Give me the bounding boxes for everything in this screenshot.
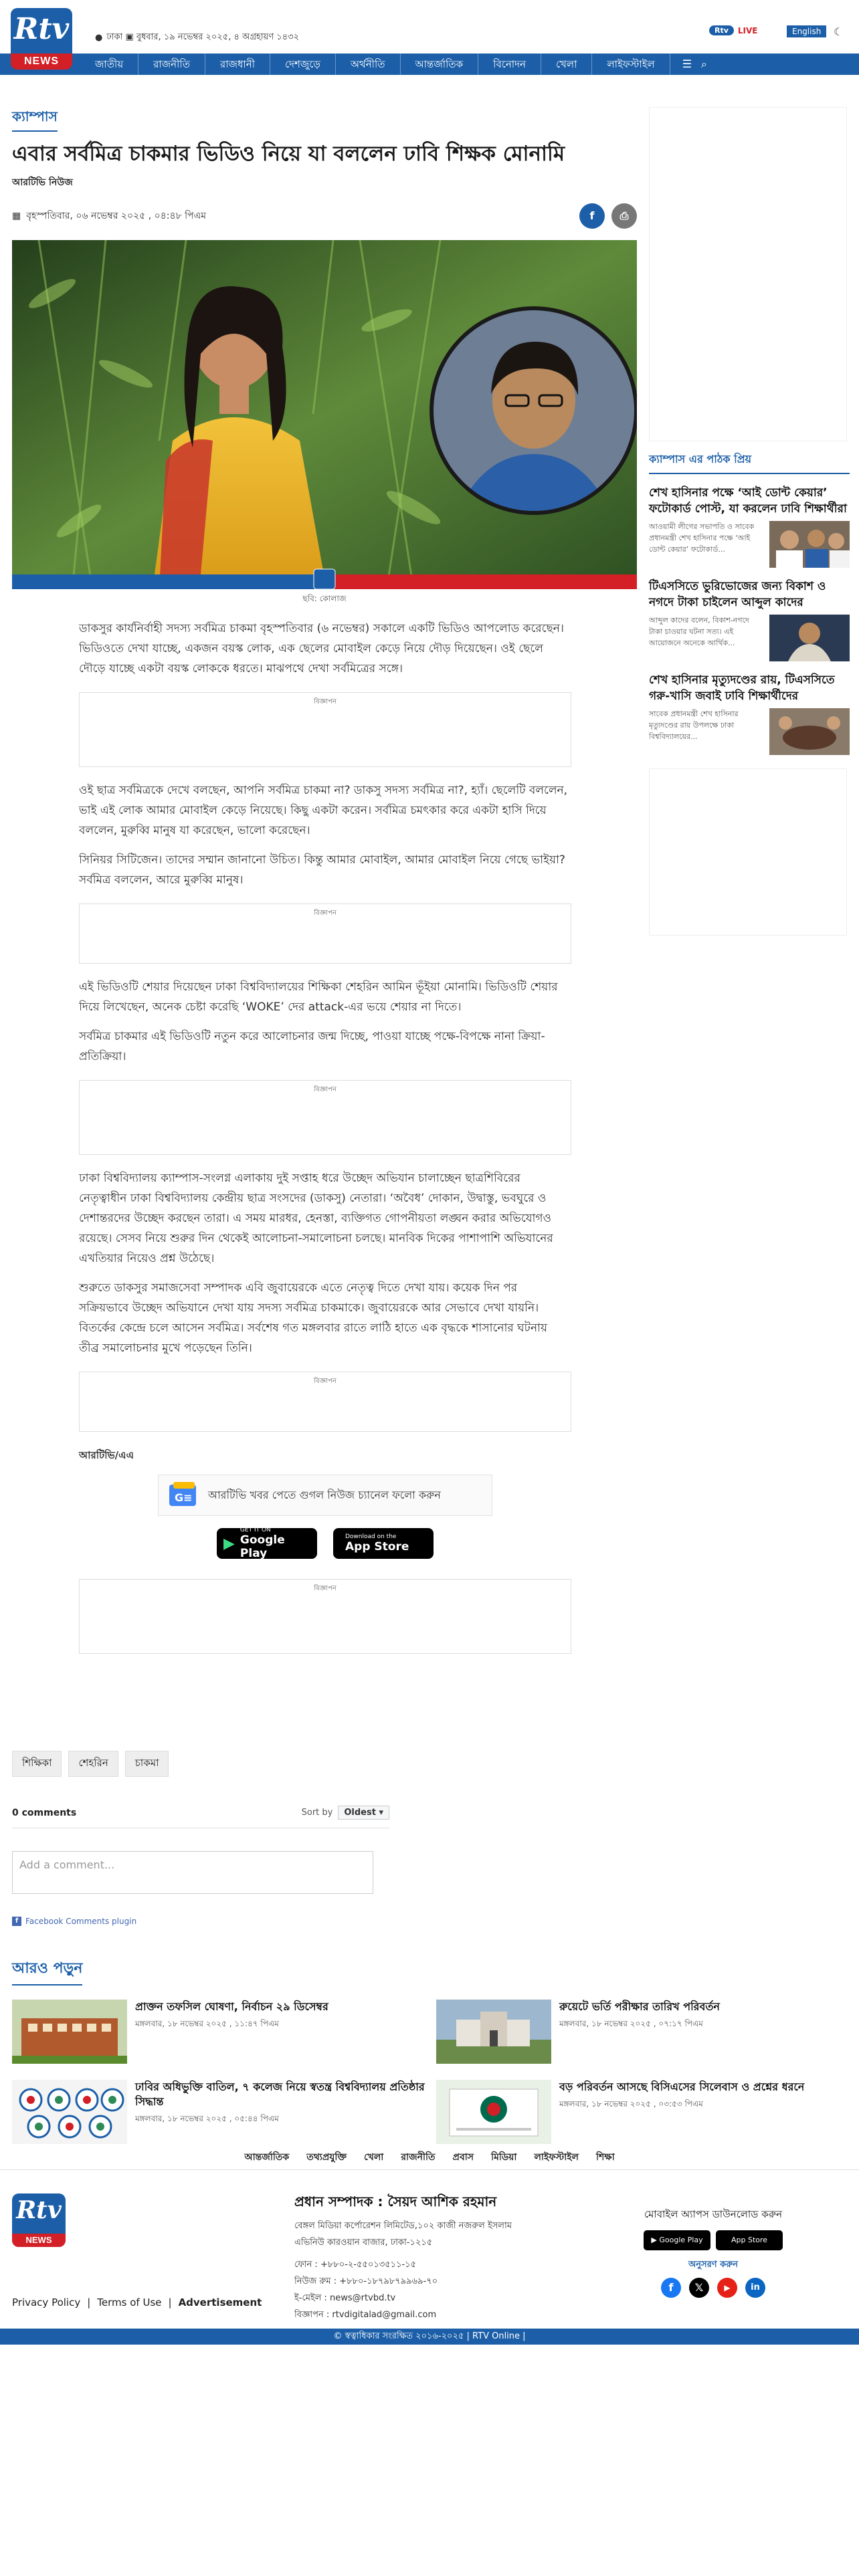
sort-value: Oldest	[344, 1808, 376, 1818]
nav-item-national[interactable]: জাতীয়	[80, 53, 138, 75]
article-paragraph: সিনিয়র সিটিজেন। তাদের সম্মান জানানো উচিত। কিন্তু আমার মোবাইল, আমার মোবাইল নিয়ে গেছে ভাইয়া? সর্বমিত্র বললেন, আরে মুরুব্বি মানুষ।	[79, 853, 565, 887]
article-column	[12, 107, 637, 1667]
footer-google-play-text: Google Play	[659, 2236, 703, 2244]
dark-mode-toggle-icon[interactable]: ☾	[834, 25, 844, 38]
footer-app-store-badge[interactable]	[716, 2230, 783, 2250]
app-store-badge[interactable]	[333, 1528, 434, 1559]
article-paragraph: শুরুতে ডাকসুর সমাজসেবা সম্পাদক এবি জুবায়েরকে এতে নেতৃত্ব দিতে দেখা যায়। কয়েক দিন পর সক্রিয়ভাবে উচ্ছেদ অভিযানে দেখা যায় সদস্য সর্বমিত্র চাকমাকে। জুবায়েরকে আর সেভাবে দেখা যায়নি। বিতর্কের কেন্দ্রে চলে আসেন সর্বমিত্র। সর্বশেষ গত মঙ্গলবার রাতে লাঠি হাতে এক বৃদ্ধকে শাসানোর ঘটনায় তীব্র সমালোচনার মুখে পড়েছেন তিনি।	[79, 1281, 548, 1355]
sidebar-news-desc: আওয়ামী লীগের সভাপতি ও সাবেক প্রধানমন্ত্রী শেখ হাসিনার পক্ষে ‘আই ডোন্ট কেয়ার’ ফটোকার্ড...	[649, 522, 755, 554]
article-paragraph: এই ভিডিওটি শেয়ার দিয়েছেন ঢাকা বিশ্ববিদ্যালয়ের শিক্ষিকা শেহরিন আমিন ভূঁইয়া মোনামি। ভিডিওটি শেয়ার দিয়ে লিখেছেন, অনেক চেষ্টা করেছি ‘WOKE’ দের attack-এর ভয়ে শেয়ার না দিতে।	[79, 980, 558, 1014]
ad-label: বিজ্ঞাপন	[314, 698, 337, 706]
footer-logo-news: NEWS	[12, 2234, 66, 2247]
sidebar-news-thumbnail	[769, 521, 850, 568]
tag-item[interactable]: শেহরিন	[68, 1751, 118, 1777]
footer-ads-contact: বিজ্ঞাপন : rtvdigitalad@gmail.com	[294, 2310, 437, 2320]
footer-sep: |	[87, 2296, 91, 2309]
facebook-share-icon[interactable]: f	[579, 203, 605, 229]
publish-date	[12, 208, 206, 224]
sidebar-news-item[interactable]	[649, 485, 850, 568]
more-news-card[interactable]	[12, 2080, 427, 2144]
more-news-thumbnail	[12, 2000, 127, 2064]
nav-item-entertainment[interactable]: বিনোদন	[478, 53, 541, 75]
more-news-section	[12, 1957, 847, 1985]
more-news-title: বড় পরিবর্তন আসছে বিসিএসের সিলেবাস ও প্রশ্নের ধরনে	[559, 2080, 805, 2093]
ad-slot[interactable]	[79, 1080, 571, 1155]
publish-date-text: বৃহস্পতিবার, ০৬ নভেম্বর ২০২৫ , ০৪:৪৮ পিএম	[26, 211, 207, 221]
article-body	[12, 619, 637, 1654]
sidebar-news-desc: আব্দুল কাদের বলেন, বিকাশ-নগদে টাকা চাওয়ার ঘটনা সত্য। এই আয়োজনে অনেকে আর্থিক...	[649, 616, 749, 647]
more-news-heading: আরও পড়ুন	[12, 1957, 82, 1985]
sidebar-news-title: শেখ হাসিনার মৃত্যুদণ্ডের রায়, টিএসসিতে গরু-খাসি জবাই ঢাবি শিক্ষার্থীদের	[649, 673, 835, 703]
ad-label: বিজ্ঞাপন	[314, 909, 337, 917]
footer-divider	[0, 2169, 859, 2170]
footer-nav-item[interactable]: প্রবাস	[452, 2152, 474, 2163]
image-caption: ছবি: কোলাজ	[302, 594, 347, 603]
sidebar-news-title: শেখ হাসিনার পক্ষে ‘আই ডোন্ট কেয়ার’ ফটোকার্ড পোস্ট, যা করলেন ঢাবি শিক্ষার্থীরা	[649, 486, 847, 516]
comment-input[interactable]	[12, 1851, 373, 1894]
share-buttons	[579, 203, 637, 229]
facebook-comments	[12, 1806, 389, 1926]
footer-address-2: এভিনিউ কারওয়ান বাজার, ঢাকা-১২১৫	[294, 2238, 433, 2248]
footer-google-play-badge[interactable]: ▶ Google Play	[644, 2230, 710, 2250]
comment-placeholder: Add a comment...	[19, 1858, 115, 1871]
more-news-title: প্রাক্তন তফসিল ঘোষণা, নির্বাচন ২৯ ডিসেম্বর	[135, 2000, 328, 2013]
sidebar-news-thumbnail	[769, 708, 850, 755]
article-paragraph: ঢাকা বিশ্ববিদ্যালয় ক্যাম্পাস-সংলগ্ন এলাকায় দুই সপ্তাহ ধরে উচ্ছেদ অভিযান চালাচ্ছেন ছাত্রশিবিরের নেতৃত্বাধীন ঢাকা বিশ্ববিদ্যালয় কেন্দ্রীয় ছাত্র সংসদের (ডাকসু) নেতারা। ‘অবৈধ’ দোকান, উদ্বাস্তু, ভবঘুরে ও দেশান্তরদের উচ্ছেদ করছেন তারা। এ সময় মারধর, হেনস্তা, ব্যক্তিগত গোপনীয়তা লঙ্ঘন করার অভিযোগও রয়েছে। সেসব নিয়ে শুরুর দিন থেকেই আলোচনা-সমালোচনা চলছে। মানবিক দিকের পাশাপাশি অভিযানের এখতিয়ার নিয়েও প্রশ্ন উঠেছে।	[79, 1172, 553, 1265]
nav-item-lifestyle[interactable]: লাইফস্টাইল	[592, 53, 670, 75]
nav-item-international[interactable]: আন্তর্জাতিক	[401, 53, 479, 75]
google-news-text: আরটিভি খবর পেতে গুগল নিউজ চ্যানেল ফলো করুন	[208, 1488, 441, 1501]
footer-nav-item[interactable]: রাজনীতি	[401, 2152, 436, 2163]
google-play-badge[interactable]	[217, 1528, 317, 1559]
footer-sep: |	[168, 2296, 172, 2309]
article-hero-image	[12, 240, 637, 589]
tag-item[interactable]: শিক্ষিকা	[12, 1751, 62, 1777]
app-store-small: Download on the	[345, 1533, 397, 1540]
footer-nav-item[interactable]: শিক্ষা	[595, 2152, 615, 2163]
terms-link[interactable]: Terms of Use	[97, 2296, 162, 2309]
hero-collage-illustration	[12, 240, 637, 589]
article-category[interactable]: ক্যাম্পাস	[12, 107, 58, 132]
google-play-small: GET IT ON	[240, 1527, 271, 1533]
ad-label: বিজ্ঞাপন	[314, 1585, 337, 1592]
nav-item-politics[interactable]: রাজনীতি	[138, 53, 205, 75]
footer-nav-item[interactable]: আন্তর্জাতিক	[244, 2152, 290, 2163]
copyright-text: © স্বত্বাধিকার সংরক্ষিত ২০১৬-২০২৫ | RTV Online |	[333, 2331, 526, 2341]
site-logo[interactable]	[11, 8, 72, 70]
calendar-icon: ▦	[12, 211, 21, 221]
sidebar-news-item[interactable]	[649, 672, 850, 755]
sidebar-news-thumbnail	[769, 615, 850, 661]
app-store-big: App Store	[345, 1540, 409, 1553]
footer-nav-item[interactable]: তথ্যপ্রযুক্তি	[306, 2152, 347, 2163]
ad-slot[interactable]	[79, 692, 571, 767]
top-header	[0, 0, 859, 48]
nav-item-economy[interactable]: অর্থনীতি	[336, 53, 401, 75]
logo-news-text: NEWS	[11, 53, 72, 70]
footer-nav-item[interactable]: খেলা	[363, 2152, 384, 2163]
google-play-big: Google Play	[240, 1533, 285, 1560]
app-badges	[217, 1528, 637, 1559]
more-news-title: রুয়েটে ভর্তি পরীক্ষার তারিখ পরিবর্তন	[559, 2000, 720, 2013]
article-paragraph: সর্বমিত্র চাকমার এই ভিডিওটি নতুন করে আলোচনার জন্ম দিচ্ছে, পাওয়া যাচ্ছে পক্ষে-বিপক্ষে নানা ক্রিয়া-প্রতিক্রিয়া।	[79, 1030, 545, 1063]
privacy-policy-link[interactable]: Privacy Policy	[12, 2296, 81, 2309]
google-play-icon: ▶	[223, 1535, 235, 1552]
footer-phone: ফোন : +৮৮০-২-৫৫০১৩৫১১-১৫	[294, 2260, 417, 2270]
article-meta-row	[12, 204, 637, 228]
follow-heading: অনুসরণ করুন	[688, 2260, 738, 2270]
article-paragraph: ডাকসুর কার্যনির্বাহী সদস্য সর্বমিত্র চাকমা বৃহস্পতিবার (৬ নভেম্বর) সকালে একটি ভিডিও আপলোড করেছেন। ভিডিওতে দেখা যাচ্ছে, একজন বয়স্ক লোক, এক ছেলের মোবাইল কেড়ে নিয়ে দৌড় দিয়েছেন। ওই ছেলে দৌড়ে যাচ্ছে একটা বয়স্ক লোককে ধরতে। মাঝপথে দেখা সর্বমিত্রের সঙ্গে।	[79, 622, 564, 675]
more-news-date: মঙ্গলবার, ১৮ নভেম্বর ২০২৫ , ০৩:৫৩ পিএম	[559, 2099, 703, 2109]
more-news-date: মঙ্গলবার, ১৮ নভেম্বর ২০২৫ , ০৭:১৭ পিএম	[559, 2019, 703, 2028]
ad-label: বিজ্ঞাপন	[314, 1378, 337, 1385]
more-news-card[interactable]	[436, 2080, 851, 2144]
more-news-thumbnail	[436, 2000, 551, 2064]
tag-item[interactable]: চাকমা	[125, 1751, 169, 1777]
more-news-thumbnail	[12, 2080, 127, 2144]
sidebar-news-desc: সাবেক প্রধানমন্ত্রী শেখ হাসিনার মৃত্যুদণ্ডের রায় উপলক্ষে ঢাকা বিশ্ববিদ্যালয়ের...	[649, 710, 739, 741]
byline-end: আরটিভি/এএ	[79, 1449, 134, 1461]
dateline	[95, 31, 299, 45]
footer-logo-rtv: Rtv	[16, 2196, 62, 2224]
copyright-bar	[0, 2329, 859, 2345]
more-news-card[interactable]	[12, 2000, 427, 2064]
sidebar-ad-slot[interactable]	[649, 768, 847, 936]
footer-nav-item[interactable]: লাইফস্টাইল	[534, 2152, 579, 2163]
site-footer	[0, 2187, 859, 2327]
ad-slot[interactable]	[79, 903, 571, 964]
print-icon[interactable]: ⎙	[611, 203, 637, 229]
nav-item-capital[interactable]: রাজধানী	[205, 53, 270, 75]
footer-app-store-text: App Store	[731, 2236, 768, 2244]
footer-address-1: বেঙ্গল মিডিয়া কর্পোরেশন লিমিটেড,১০২ কাজী নজরুল ইসলাম	[294, 2221, 512, 2231]
more-news-date: মঙ্গলবার, ১৮ নভেম্বর ২০২৫ , ১১:৪৭ পিএম	[135, 2019, 279, 2028]
advertisement-link[interactable]: Advertisement	[178, 2296, 262, 2309]
footer-nav	[0, 2149, 859, 2165]
more-news-title: ঢাবির অধিভুক্তি বাতিল, ৭ কলেজ নিয়ে স্বতন্ত্র বিশ্ববিদ্যালয় প্রতিষ্ঠার সিদ্ধান্ত	[135, 2080, 425, 2108]
article-author: আরটিভি নিউজ	[12, 177, 73, 188]
google-news-follow[interactable]	[158, 1475, 492, 1516]
menu-icon[interactable]: ☰	[682, 58, 692, 70]
facebook-plugin-icon: f	[12, 1917, 21, 1926]
sort-select[interactable]: Oldest ▾	[338, 1806, 389, 1820]
sidebar-news-item[interactable]	[649, 578, 850, 661]
footer-newsroom: নিউজ রুম : +৮৮০-১৮৭৯৮৭৯৯৬৯-৭০	[294, 2276, 438, 2286]
article-paragraph: ওই ছাত্র সর্বমিত্রকে দেখে বলছেন, আপনি সর্বমিত্র চাকমা না? ডাকসু সদস্য সর্বমিত্র না?, হ্যাঁ। ছেলেটি বললেন, ভাই এই লোক আমার মোবাইল কেড়ে নিয়েছে। কিছু একটা করেন। সর্বমিত্র চমৎকার করে একটা হাসি দিয়ে বললেন, মুরুব্বি মানুষ যা করেছেন, ভালো করেছেন।	[79, 784, 568, 837]
more-news-card[interactable]	[436, 2000, 851, 2064]
english-version-button[interactable]: English	[787, 25, 826, 37]
comment-count: 0 comments	[12, 1807, 77, 1818]
nav-item-sports[interactable]: খেলা	[541, 53, 592, 75]
sidebar-ad-slot[interactable]	[649, 107, 847, 441]
live-badge: Rtv	[709, 25, 734, 35]
ad-slot[interactable]	[79, 1372, 571, 1432]
footer-logo[interactable]	[12, 2193, 66, 2247]
footer-nav-item[interactable]: মিডিয়া	[491, 2152, 517, 2163]
footer-editor: প্রধান সম্পাদক : সৈয়দ আশিক রহমান	[294, 2193, 497, 2210]
article-headline: এবার সর্বমিত্র চাকমার ভিডিও নিয়ে যা বললেন ঢাবি শিক্ষক মোনামি	[12, 142, 565, 166]
sort-label: Sort by	[301, 1808, 333, 1818]
more-news-thumbnail	[436, 2080, 551, 2144]
facebook-icon[interactable]: f	[661, 2278, 681, 2298]
app-download-heading: মোবাইল অ্যাপস ডাউনলোড করুন	[644, 2208, 783, 2220]
linkedin-icon[interactable]: in	[745, 2278, 765, 2298]
nav-item-country[interactable]: দেশজুড়ে	[270, 53, 336, 75]
facebook-plugin-link[interactable]: Facebook Comments plugin	[25, 1917, 137, 1926]
sidebar-news-title: টিএসসিতে ভুরিভোজের জন্য বিকাশ ও নগদে টাকা চাইলেন আব্দুল কাদের	[649, 580, 826, 609]
youtube-icon[interactable]: ▶	[717, 2278, 737, 2298]
search-icon[interactable]: ⌕	[701, 58, 707, 70]
ad-label: বিজ্ঞাপন	[314, 1086, 337, 1093]
footer-email: ই-মেইল : news@rtvbd.tv	[294, 2293, 396, 2303]
more-news-date: মঙ্গলবার, ১৮ নভেম্বর ২০২৫ , ০৫:৪৪ পিএম	[135, 2114, 279, 2123]
dateline-text: ঢাকা ▣ বুধবার, ১৯ নভেম্বর ২০২৫, ৪ অগ্রহায়ণ ১৪৩২	[106, 32, 300, 42]
tag-list	[12, 1751, 169, 1777]
main-nav	[0, 53, 859, 75]
sidebar-heading: ক্যাম্পাস এর পাঠক প্রিয়	[649, 451, 850, 474]
live-tv-link[interactable]	[709, 25, 758, 35]
live-word: LIVE	[737, 25, 758, 35]
location-pin-icon: ●	[95, 33, 103, 43]
x-twitter-icon[interactable]: 𝕏	[689, 2278, 709, 2298]
google-news-icon: G≡	[169, 1482, 199, 1509]
ad-slot[interactable]	[79, 1579, 571, 1654]
sidebar	[649, 107, 850, 936]
logo-rtv-text: Rtv	[13, 12, 70, 46]
